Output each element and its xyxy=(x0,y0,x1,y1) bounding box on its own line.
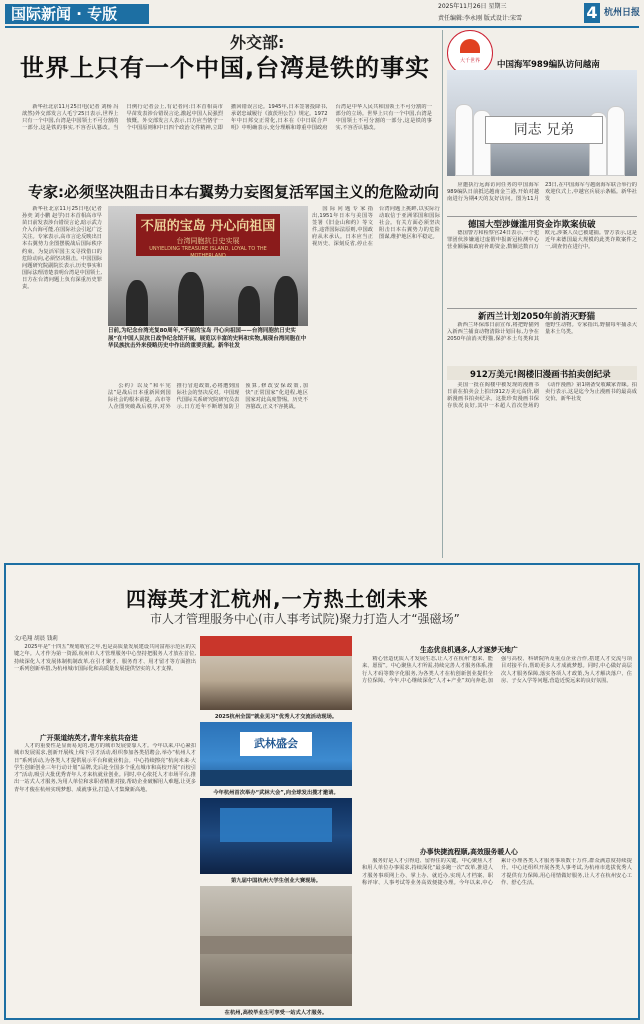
feature-subhead-3: 办事快捷流程顺,高效服务暖人心 xyxy=(420,848,518,856)
startup-contest-photo xyxy=(200,798,352,874)
article2-headline: 专家:必须坚决阻击日本右翼势力妄图复活军国主义的危险动向 xyxy=(28,183,440,201)
article2-body-mid xyxy=(108,383,308,559)
banner-strip xyxy=(200,636,352,656)
article2-body-left xyxy=(22,206,102,560)
sidebar-item3-headline: 新西兰计划2050年前消灭野猫 xyxy=(478,312,596,322)
sun-icon xyxy=(460,39,480,53)
job-fair-photo xyxy=(200,636,352,710)
photo-caption-1: 2025杭州全国“就业见习”优秀人才交流活动现场。 xyxy=(214,714,338,720)
photo-caption-4: 在杭州,高校毕业生可享受一站式人才服务。 xyxy=(224,1010,328,1016)
sidebar-divider xyxy=(447,216,637,217)
service-hall-photo xyxy=(200,886,352,1006)
exhibition-caption: 日前,为纪念台湾光复80周年,“不屈的宝岛 丹心向祖国——台湾同胞抗日史实展”在中国人民抗日战争纪念馆开展。展览以丰富的史料和实物,展现台湾同胞在中华民族抗击外来侵略历史中作出的重要贡献。新华社发 xyxy=(108,328,307,349)
sidebar-item1-text: 应邀执行远海访问任务的中国海军989编队日前抵达越南金兰港,开始对越南进行为期4天的友好访问。图为11月23日,在中国海军与越南海军联合举行的欢迎仪式上,中越官兵展示条幅。新华社发 xyxy=(447,182,637,203)
sidebar-item2-text: 德国警方和检察官24日表示,一个犯罪团伙涉嫌通过虚假申报新冠检测中心营业额骗取政府补助资金,数额达数百万欧元,涉案人员已被逮捕。警方表示,这是近年来德国最大规模的此类诈欺案件之一,调查仍在进行中。 xyxy=(447,230,637,251)
stage-screen xyxy=(220,808,332,842)
feature-body-1 xyxy=(14,743,196,1015)
feature-intro-text: 2025年是“十四五”规划收官之年,也是高质量发展建设共同富裕示范区的关键之年。人才作为第一资源,杭州市人才管理服务中心坚持把服务人才放在首位,持续深化人才发展体制机制改革,在引才聚才、服务育才、用才留才等方面推出一系列创新举措,为杭州城市国际化和高质量发展提供坚实的人才支撑。 xyxy=(14,644,196,672)
feature-intro xyxy=(14,644,196,728)
sidebar-logo-text: 大千世界 xyxy=(459,58,480,64)
banner-title: 不屈的宝岛 丹心向祖国 xyxy=(140,219,276,234)
feature-byline: 文/毛翔 胡晨 钱莉 xyxy=(14,636,58,642)
sidebar-item4-headline: 912万美元!阁楼旧漫画书拍卖创纪录 xyxy=(470,370,611,380)
sidebar-item1-body xyxy=(447,182,637,214)
navy-visit-photo xyxy=(447,70,637,176)
visitor-silhouette xyxy=(238,286,260,326)
sailor-figure xyxy=(455,104,473,176)
feature-body-2 xyxy=(362,656,632,840)
wulin-panel: 武林盛会 xyxy=(240,732,312,756)
article2-text-right: 国际问题专家指出,1951年日本与美国等签署《旧金山和约》等文件,违背国际法原则,中国政府从未承认。日本应当正视历史、深刻反省,停止在台湾问题上挑衅,以实际行动取信于亚洲邻国和国际社会。有关方面必须坚决阻击日本右翼势力的危险图谋,维护地区和平稳定。 xyxy=(312,206,440,248)
feature-body-3-text: 服务好是人才引得进、留得住的关键。中心聚焦人才和用人单位办事需求,持续深化“最多跑一次”改革,推进人才服务事项网上办、掌上办、就近办,实现人才档案、职称评审、人事考试等业务高效便捷办理。今年以来,中心累计办理各类人才服务事项数十万件,群众满意度持续提升。中心还组织开展各类人事考试,为杭州市选拔优秀人才提供有力保障,用心用情做好服务,让人才在杭州安心工作、舒心生活。 xyxy=(362,858,632,886)
sidebar-item3-text: 新西兰环保部日前宣布,将把野猫列入新西兰捕食动物清除计划目标,力争在2050年前消灭野猫,保护本土鸟类和其他野生动物。专家指出,野猫每年捕杀大量本土鸟类。 xyxy=(447,322,637,343)
top-divider xyxy=(5,26,639,28)
page-number: 4 xyxy=(584,3,600,23)
sidebar-item4-body xyxy=(447,382,637,550)
sidebar-divider xyxy=(447,308,637,309)
navy-banner-board: 同志 兄弟 xyxy=(485,116,603,144)
visitor-silhouette xyxy=(274,276,298,326)
exhibition-banner xyxy=(136,214,280,259)
sidebar-item4-text: 美国一批在阁楼中被发现的漫画书日前在拍卖会上拍出912万美元高价,刷新漫画书拍卖纪录。这批珍贵漫画书保存状况良好,其中一本超人首次登场的《动作漫画》第1期备受收藏家青睐。拍卖行表示,这是迄今为止漫画书的最高成交价。新华社发 xyxy=(447,382,637,410)
article2-text-mid: 公约》以及“和平宪法”是战后日本重新回到国际社会的根本前提。高市等人企图突破战后秩序,对外推行冒进政策,必将遭到国际社会的坚决反对。中国现代国际关系研究院研究员表示,日方近年不断增加防卫预算,修改安保政策,加快“正常国家”化进程,地区国家对此高度警惕。历史不容篡改,正义不容挑战。 xyxy=(108,383,308,411)
article2-text-left: 新华社北京11月25日电(记者 孙奕 刘小鹏 赵学)日本首相高市早苗日前发表涉台错误言论,暗示武力介入台海可能,在国际社会引起广泛关注。专家表示,高市言论反映出日本右翼势力企图摆脱战后国际秩序约束、为复活军国主义寻找借口的危险动向,必须坚决阻击。中国国际问题研究院副院长表示,历史事实和国际法理清楚表明台湾是中国领土,日方在台湾问题上负有深重历史罪责。 xyxy=(22,206,102,291)
masthead xyxy=(0,0,644,26)
banner-subtitle: 台湾同胞抗日史实展 xyxy=(176,237,240,245)
feature-subhead-2: 生态优良机遇多,人才逐梦天地广 xyxy=(420,646,518,654)
sidebar-item2-body xyxy=(447,230,637,306)
sidebar-item2-headline: 德国大型涉嫌滥用资金诈欺案侦破 xyxy=(468,220,596,230)
article1-body xyxy=(22,104,432,180)
photo-caption-2: 今年杭州首次举办“武林大会”,向全球发出揽才邀请。 xyxy=(213,790,339,796)
wulin-conference-photo xyxy=(200,722,352,786)
visitor-silhouette xyxy=(126,280,148,326)
feature-body-2-text: 精心营造优质人才发展生态,让人才在杭州“想来、能来、愿留”。中心聚焦人才所需,持续完善人才服务体系,推行人才码等数字化服务,为各类人才在杭创新创业提供全方位保障。今年,中心继续深化“人才+产业”双向奔赴,加强与高校、科研院所及重点企业合作,搭建人才交流与项目对接平台,帮助更多人才成就梦想。同时,中心做好高层次人才服务保障,落实各项人才政策,为人才解决落户、住房、子女入学等问题,营造近悦远来的良好氛围。 xyxy=(362,656,632,684)
service-counter xyxy=(200,936,352,954)
paper-logo: 杭州日报 xyxy=(604,8,641,18)
visitor-silhouette xyxy=(178,272,204,326)
sidebar-item3-body xyxy=(447,322,637,366)
article1-text: 新华社北京11月25日电(记者 刘杨 冯歆然)外交部发言人毛宁25日表示,世界上只有一个中国,台湾是中国领土不可分割的一部分,这是铁的事实,不容否认篡改。当日例行记者会上,有记者问:日本首相高市早苗发表涉台错误言论,激起中国人民强烈愤慨。外交部发言人表示,日方应当恪守一个中国原则和中日四个政治文件精神,立即撤回错误言论。1945年,日本签署投降书,承诺忠诚履行《波茨坦公告》规定。1972年中日邦交正常化,日本在《中日联合声明》中明确表示,充分理解和尊重中国政府台湾是中华人民共和国领土不可分割的一部分的立场。世界上只有一个中国,台湾是中国领土不可分割的一部分,这是铁的事实,不容否认篡改。 xyxy=(22,104,432,132)
column-divider xyxy=(442,30,443,558)
article2-body-right xyxy=(312,206,440,560)
section-label: 国际新闻 · 专版 xyxy=(5,4,149,24)
feature-subheadline: 市人才管理服务中心(市人事考试院)聚力打造人才“强磁场” xyxy=(150,612,460,626)
editor-line: 责任编辑:李永刚 版式设计:宋雪 xyxy=(438,15,522,22)
exhibition-photo xyxy=(108,206,308,326)
feature-headline: 四海英才汇杭州,一方热土创未来 xyxy=(126,587,429,611)
feature-subhead-1: 广开渠道纳英才,青年来杭共奋进 xyxy=(40,734,138,742)
stage-strip xyxy=(200,770,352,786)
feature-body-3 xyxy=(362,858,632,1016)
sidebar-item1-headline: 中国海军989编队访问越南 xyxy=(497,60,600,70)
date-line: 2025年11月26日 星期三 xyxy=(438,3,507,10)
feature-body-1-text: 人才的重要性是显而易见的,地方的城市发展要靠人才。今年以来,中心紧扣城市发展需求,创新开展线上线下引才活动,组织参加各类招聘会,举办“杭州人才日”系列活动,为各类人才提供展示平台和就业机会。中心持续擦亮“杭向未来·大学生创新创业三年行动计划”品牌,先后赴全国多个重点城市和高校开展“百校引才”活动,吸引大批优秀青年人才来杭就业创业。同时,中心依托人才市场平台,推出一站式人才服务,为用人单位和求职者精准对接,帮助企业破解用人难题,让更多青年才俊在杭州实现梦想、成就事业,打造人才集聚新高地。 xyxy=(14,743,196,793)
photo-caption-3: 第九届中国杭州大学生创业大赛现场。 xyxy=(230,878,322,884)
sailor-figure xyxy=(607,106,625,176)
article1-headline: 世界上只有一个中国,台湾是铁的事实 xyxy=(20,54,431,82)
article1-kicker: 外交部: xyxy=(230,33,285,52)
banner-english: UNYIELDING TREASURE ISLAND, LOYAL TO THE MOTHERLAND xyxy=(149,246,267,259)
